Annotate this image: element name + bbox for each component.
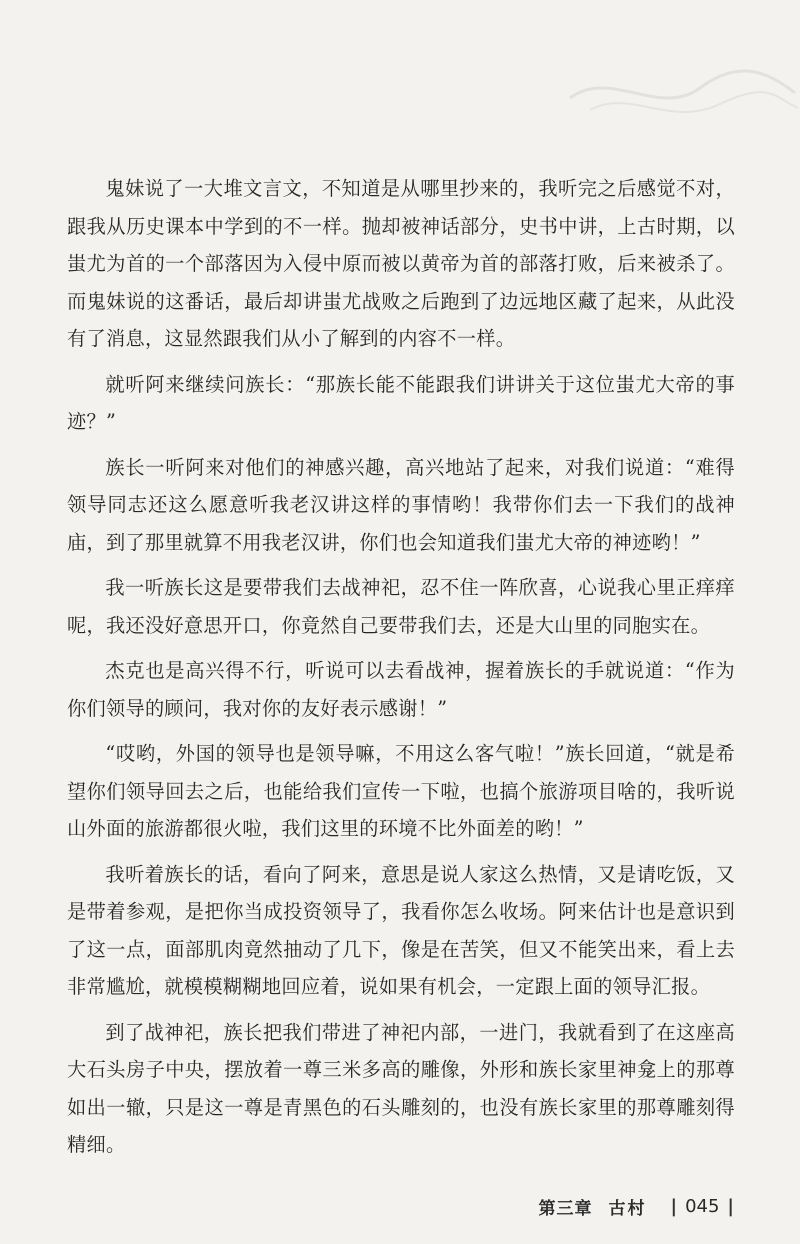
chapter-label: 第三章 <box>538 1198 593 1219</box>
page-number: 045 <box>685 1195 720 1217</box>
page-separator-left: | <box>670 1195 678 1217</box>
body-paragraph: 杰克也是高兴得不行，听说可以去看战神，握着族长的手就说道：“作为你们领导的顾问，我对你的友好表示感谢！” <box>67 659 735 720</box>
page-separator-right: | <box>727 1195 734 1217</box>
body-paragraph: 我听着族长的话，看向了阿来，意思是说人家这么热情，又是请吃饭，又是带着参观，是把你当成投资领导了，我看你怎么收场。阿来估计也是意识到了这一点，面部肌肉竟然抽动了几下，像是在苦笑，但又不能笑出来，看上去非常尴尬，就模模糊糊地回应着，说如果有机会，一定跟上面的领导汇报。 <box>67 862 735 998</box>
header-decoration-graphic <box>550 48 800 128</box>
body-paragraph: 我一听族长这是要带我们去战神祀，忍不住一阵欣喜，心说我心里正痒痒呢，我还没好意思开口，你竟然自己要带我们去，还是大山里的同胞实在。 <box>67 576 735 637</box>
page-footer <box>538 1193 734 1219</box>
page-body <box>67 170 735 1164</box>
chapter-title: 古村 <box>608 1198 647 1219</box>
body-paragraph: 就听阿来继续问族长：“那族长能不能跟我们讲讲关于这位蚩尤大帝的事迹？” <box>67 372 735 433</box>
body-paragraph: 族长一听阿来对他们的神感兴趣，高兴地站了起来，对我们说道：“难得领导同志还这么愿意听我老汉讲这样的事情哟！我带你们去一下我们的战神庙，到了那里就算不用我老汉讲，你们也会知道我们蚩尤大帝的神迹哟！” <box>67 455 735 554</box>
body-paragraph: 鬼妹说了一大堆文言文，不知道是从哪里抄来的，我听完之后感觉不对，跟我从历史课本中学到的不一样。抛却被神话部分，史书中讲，上古时期，以蚩尤为首的一个部落因为入侵中原而被以黄帝为首的部落打败，后来被杀了。而鬼妹说的这番话，最后却讲蚩尤战败之后跑到了边远地区藏了起来，从此没有了消息，这显然跟我们从小了解到的内容不一样。 <box>67 177 735 350</box>
body-paragraph: “哎哟，外国的领导也是领导嘛，不用这么客气啦！”族长回道，“就是希望你们领导回去之后，也能给我们宣传一下啦，也搞个旅游项目啥的，我听说山外面的旅游都很火啦，我们这里的环境不比外面差的哟！” <box>67 742 735 840</box>
body-paragraph: 到了战神祀，族长把我们带进了神祀内部，一进门，我就看到了在这座高大石头房子中央，摆放着一尊三米多高的雕像，外形和族长家里神龛上的那尊如出一辙，只是这一尊是青黑色的石头雕刻的，也没有族长家里的那尊雕刻得精细。 <box>67 1020 735 1156</box>
